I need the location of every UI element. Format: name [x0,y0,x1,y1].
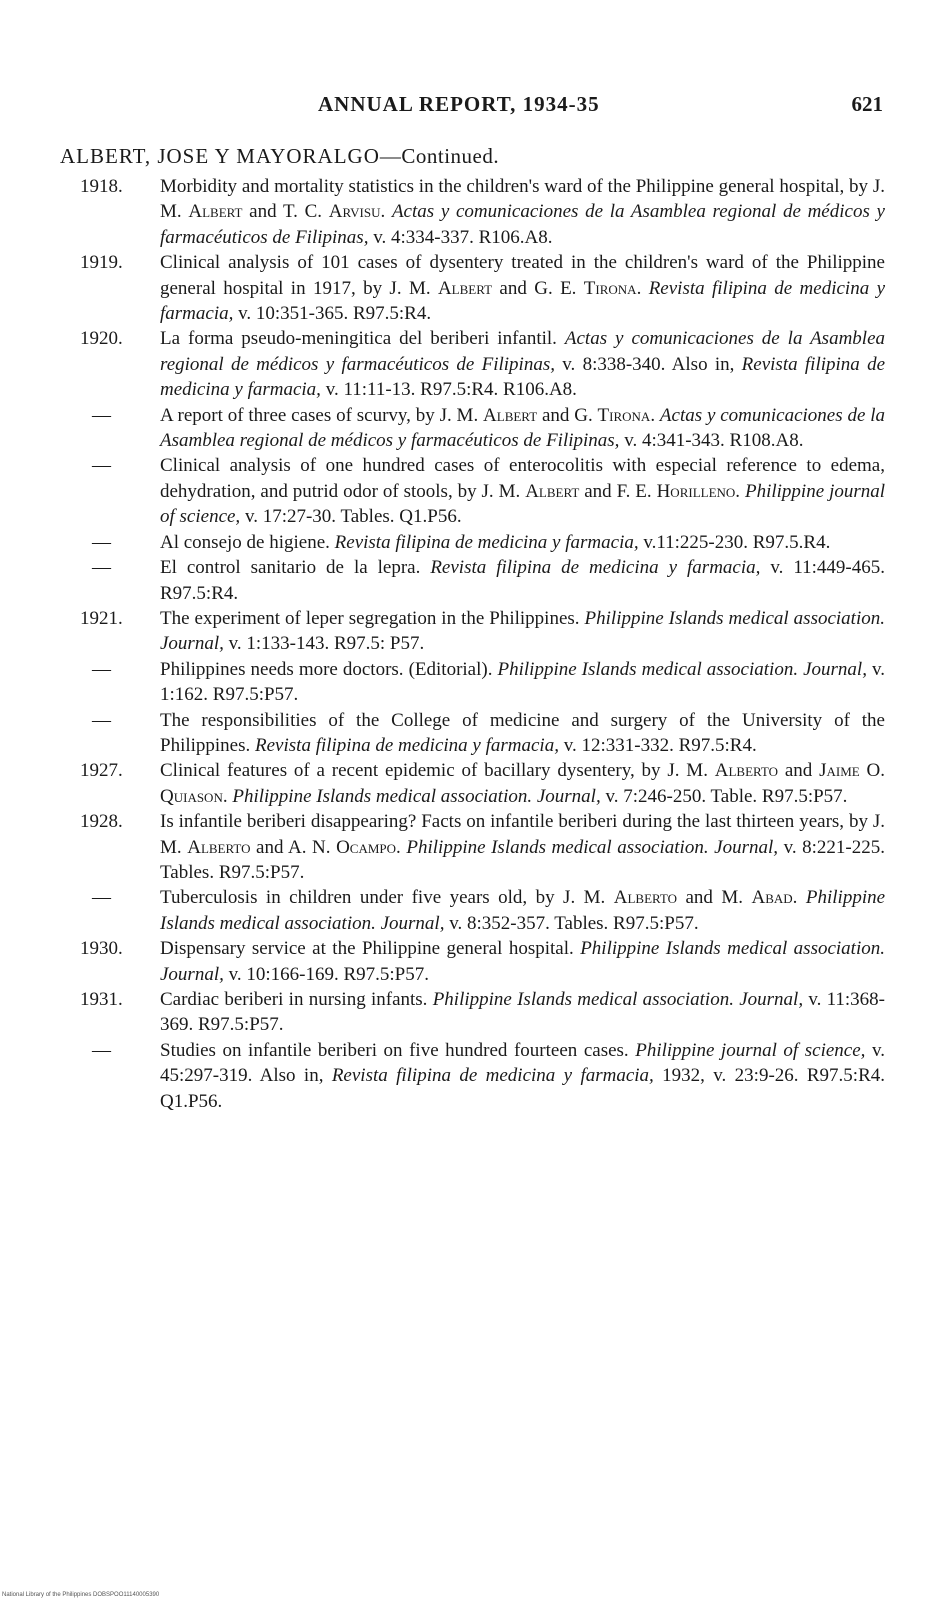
publication-title: Philippine Islands medical association. Journal, [406,836,778,858]
entry-year: 1919. [80,252,123,274]
entry-year: 1928. [80,811,123,833]
publication-title: Revista filipina de medicina y farmacia, [160,277,885,325]
entry-text-segment: The experiment of leper segregation in the Philippines. [160,607,585,629]
bibliography-entry [80,326,885,402]
author-surname: Jaime [819,760,860,782]
entry-year: — [92,887,111,909]
publication-title: Philippine Islands medical association. Journal, [232,785,601,807]
entry-text-segment: v.11:225-230. R97.5.R4. [638,531,831,553]
author-surname: Quiason [160,785,223,807]
author-surname: Horilleno [656,480,736,502]
entry-text-segment: v. 8:221-225. Tables. R97.5:P57. [160,836,886,883]
entry-text [160,1038,885,1114]
entry-year: — [92,531,111,553]
publication-title: Philippine Islands medical association. Journal, [497,658,867,680]
entry-text-segment: El control sanitario de la lepra. [160,557,431,579]
entry-text-segment: v. 17:27-30. Tables. Q1.P56. [240,506,462,528]
entry-text-segment: Studies on infantile beriberi on five hundred fourteen cases. [160,1039,636,1061]
entry-year: — [92,455,111,477]
bibliography-entry [80,708,885,759]
entry-year: 1930. [80,938,123,960]
bibliography-entry [80,885,885,936]
author-surname: Alberto [714,760,779,782]
entry-year: — [92,709,111,731]
entry-text-segment: and [778,760,820,782]
entry-text-segment: The responsibilities of the College of medicine and surgery of the University of the Philippines. [160,709,885,756]
entry-year: — [92,1039,111,1061]
entry-text-segment: Clinical features of a recent epidemic of bacillary dysentery, by J. M. [160,760,715,782]
entry-text-segment: v. 4:341-343. R108.A8. [619,430,804,452]
author-surname: Alberto [613,887,678,909]
entry-text-segment: and A. N. [250,836,337,858]
publication-title: Revista filipina de medicina y farmacia, [430,557,761,579]
entry-text-segment: . [222,785,233,807]
entry-text [160,326,885,402]
author-heading-suffix: —Continued. [379,144,500,168]
bibliography-entry [80,606,885,657]
entry-text-segment: v. 4:334-337. R106.A8. [368,226,553,248]
publication-title: Philippine journal of science, [160,480,886,528]
entry-year: 1918. [80,176,123,197]
publication-title: Revista filipina de medicina y farmacia, [334,531,639,553]
entry-year: — [92,404,111,426]
publication-title: Philippine Islands medical association. Journal, [160,938,885,985]
entry-text [160,403,885,454]
bibliography-entry [80,555,885,606]
entry-text-segment: and M. [677,887,752,909]
entry-text-segment: Clinical analysis of 101 cases of dysentery treated in the children's ward of the Philippine general hospital in 1917, by J. M. [160,252,885,299]
entry-text-segment: v. 45:297-319. Also in, [160,1039,885,1087]
entry-year: — [92,658,111,680]
publication-title: Philippine Islands medical association. Journal, [432,989,804,1010]
author-surname: Albert [525,480,580,502]
entry-year: — [92,557,111,579]
entry-text-segment: . [792,887,806,909]
entry-text-segment: La forma pseudo-meningitica del beriberi infantil. [160,328,565,350]
author-heading [60,144,499,169]
entry-text-segment: v. 1:162. R97.5:P57. [160,658,885,706]
entry-text-segment: Tuberculosis in children under five years old, by J. M. [160,887,614,909]
entry-year: 1920. [80,328,123,350]
bibliography-entry [80,809,885,885]
publication-title: Actas y comunicaciones de la Asamblea regional de médicos y farmacéuticos de Filipinas, [160,201,885,248]
entry-text [160,936,885,987]
entry-text-segment: and G. [537,404,598,426]
entry-text [160,555,885,606]
bibliography-entry [80,657,885,708]
entry-text-segment: . [380,201,392,223]
publication-title: Actas y comunicaciones de la Asamblea regional de médicos y farmacéuticos de Filipinas, [160,328,886,375]
author-surname: Ocampo [336,836,397,858]
publication-title: Revista filipina de medicina y farmacia, [160,353,885,401]
entry-text-segment: . [636,277,649,299]
entry-text-segment: v. 7:246-250. Table. R97.5:P57. [600,785,848,807]
entry-text [160,987,885,1038]
bibliography-entry [80,758,885,809]
entry-text [160,250,885,326]
bibliography-entry [80,936,885,987]
publication-title: Philippine Islands medical association. Journal, [160,607,885,655]
entry-text-segment: Al consejo de higiene. [160,531,335,553]
entry-text-segment: 1932, v. 23:9-26. R97.5:R4. Q1.P56. [160,1065,886,1112]
entry-text-segment: and F. E. [579,480,657,502]
bibliography-entry [80,987,885,1038]
entry-text-segment: and T. C. [242,201,329,223]
entry-text-segment: v. 11:368-369. R97.5:P57. [160,989,886,1036]
entry-year: 1927. [80,760,123,782]
entry-text-segment: v. 11:449-465. R97.5:R4. [160,557,885,604]
entry-text [160,606,885,657]
entry-text-segment: v. 11:11-13. R97.5:R4. R106.A8. [320,379,577,401]
bibliography-entry [80,530,885,555]
author-surname: Albert [437,277,493,299]
entry-text-segment: and G. E. [492,277,584,299]
bibliography-entry [80,174,885,250]
entry-text [160,657,885,708]
running-head [0,92,947,122]
entry-year: 1921. [80,607,123,629]
entry-text-segment: . [650,404,660,426]
page-number: 621 [851,92,883,116]
entry-text [160,708,885,759]
bibliography-entry [80,453,885,529]
bibliography-entry [80,403,885,454]
entry-text-segment: v. 10:166-169. R97.5:P57. [223,963,429,985]
author-surname: Albert [483,404,538,426]
entry-text-segment: Morbidity and mortality statistics in the children's ward of the Philippine general hospital, by J. M. [160,176,885,223]
author-surname: Albert [188,201,243,223]
entry-text-segment: O. [859,760,885,782]
entry-text-segment: A report of three cases of scurvy, by J. M. [160,404,484,426]
author-surname: Arvisu [328,201,381,223]
entry-text-segment: v. 10:351-365. R97.5:R4. [233,303,432,325]
bibliography-entry [80,250,885,326]
scan-footer: National Library of the Philippines DOBSPOO11140005390 [2,1592,160,1598]
entry-text-segment: Dispensary service at the Philippine general hospital. [160,938,581,960]
entry-text-segment: . [396,836,407,858]
author-surname: Tirona [597,404,651,426]
author-surname: Tirona [583,277,637,299]
entry-text-segment: v. 8:338-340. Also in, [554,353,742,375]
author-name: ALBERT, JOSE Y MAYORALGO [60,144,380,168]
entry-text-segment: Clinical analysis of one hundred cases of enterocolitis with especial reference to edema, dehydration, and putrid odor of stools, by J. M. [160,455,885,502]
entry-text-segment: v. 8:352-357. Tables. R97.5:P57. [444,912,699,934]
entry-text [160,885,885,936]
bibliography-list [80,174,885,1114]
entry-text-segment: v. 1:133-143. R97.5: P57. [223,633,425,655]
entry-text [160,809,885,885]
bibliography-entry [80,1038,885,1114]
entry-text-segment: Is infantile beriberi disappearing? Facts on infantile beriberi during the last thirteen years, by J. M. [160,811,885,858]
publication-title: Philippine journal of science, [635,1039,866,1061]
author-surname: Abad [751,887,793,909]
entry-year: 1931. [80,989,123,1010]
entry-text [160,758,885,809]
entry-text [160,530,885,555]
publication-title: Philippine Islands medical association. Journal, [160,887,886,934]
running-head-title: ANNUAL REPORT, 1934-35 [318,92,600,116]
author-surname: Alberto [187,836,251,858]
entry-text-segment: . [735,480,745,502]
entry-text [160,453,885,529]
publication-title: Revista filipina de medicina y farmacia, [255,734,559,756]
publication-title: Revista filipina de medicina y farmacia, [331,1065,654,1087]
entry-text [160,174,885,250]
entry-text-segment: Cardiac beriberi in nursing infants. [160,989,433,1010]
entry-text-segment: Philippines needs more doctors. (Editorial). [160,658,498,680]
entry-text-segment: v. 12:331-332. R97.5:R4. [558,734,757,756]
publication-title: Actas y comunicaciones de la Asamblea regional de médicos y farmacéuticos de Filipinas, [160,404,886,452]
